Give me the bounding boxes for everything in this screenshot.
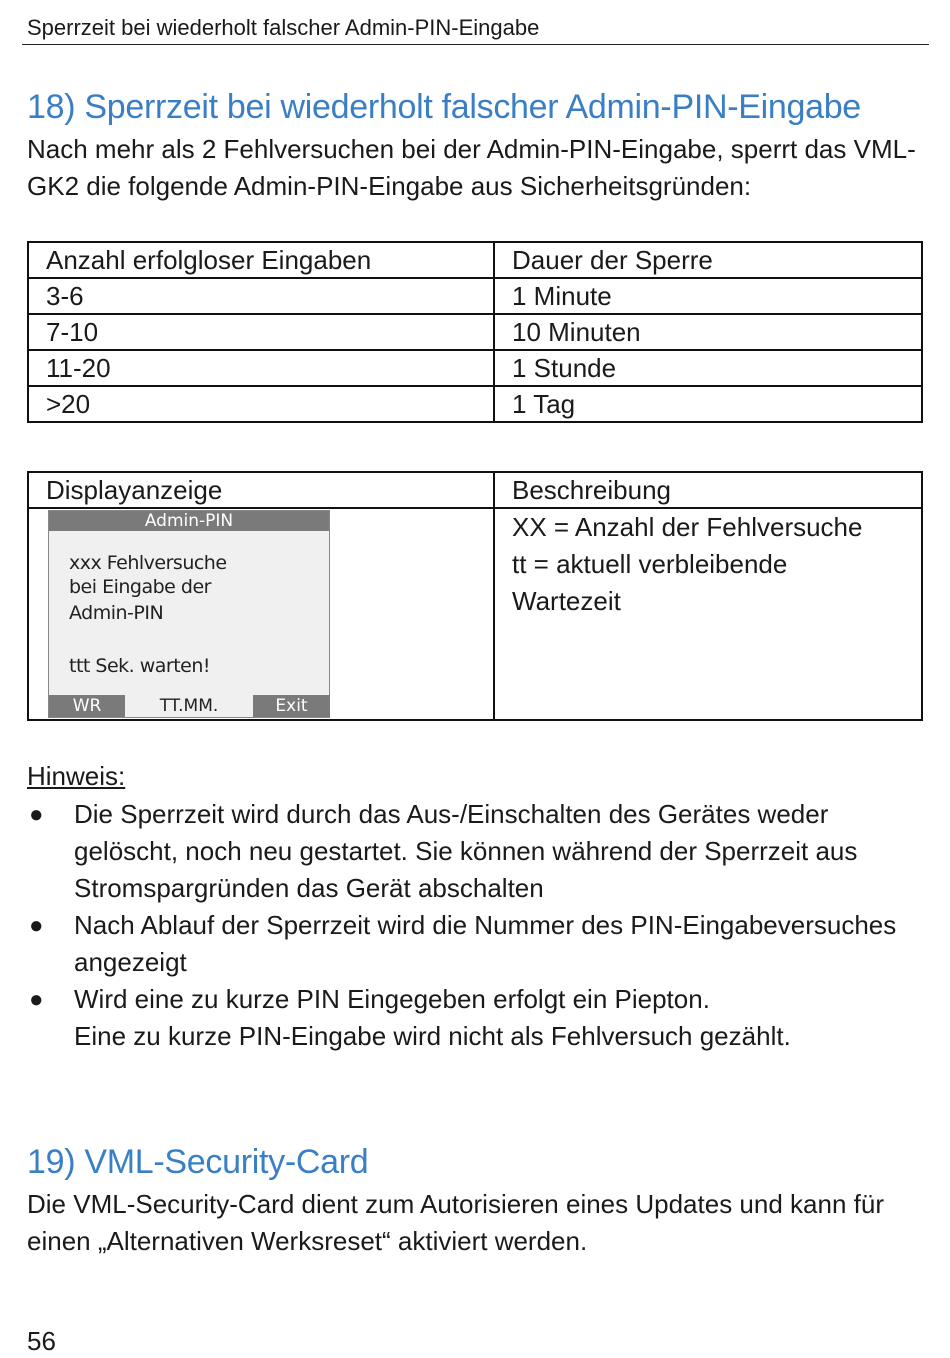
description-line: tt = aktuell verbleibende — [512, 549, 788, 579]
description-cell — [494, 508, 922, 720]
header-display: Displayanzeige — [28, 472, 494, 508]
duration-cell: 1 Stunde — [494, 350, 922, 386]
running-header: Sperrzeit bei wiederholt falscher Admin-PIN-Eingabe — [27, 15, 540, 40]
description-line: Wartezeit — [512, 586, 621, 616]
table-row — [28, 278, 922, 314]
header-attempts: Anzahl erfolgloser Eingaben — [28, 242, 494, 278]
bullet-dot-icon: ● — [29, 986, 44, 1013]
table-row — [28, 386, 922, 422]
hint-label: Hinweis: — [27, 761, 126, 791]
display-description-table — [27, 471, 923, 721]
lcd-title: Admin-PIN — [49, 511, 329, 531]
duration-cell: 1 Minute — [494, 278, 922, 314]
table-header-row — [28, 472, 922, 508]
section-19-title: 19) VML-Security-Card — [27, 1143, 369, 1181]
duration-cell: 10 Minuten — [494, 314, 922, 350]
list-item — [27, 981, 927, 1055]
header-duration: Dauer der Sperre — [494, 242, 922, 278]
section-18-title: 18) Sperrzeit bei wiederholt falscher Admin-PIN-Eingabe — [27, 88, 861, 126]
attempts-cell: 7-10 — [28, 314, 494, 350]
section-19-intro: Die VML-Security-Card dient zum Autorisieren eines Updates und kann für einen „Alternativen Werksreset“ aktiviert werden. — [27, 1189, 884, 1256]
hint-text-continuation: Eine zu kurze PIN-Eingabe wird nicht als Fehlversuch gezählt. — [74, 1021, 791, 1051]
table-row — [28, 350, 922, 386]
bullet-dot-icon: ● — [29, 801, 44, 828]
softkey-date: TT.MM. — [125, 695, 253, 717]
hint-list — [27, 796, 927, 1055]
description-line: XX = Anzahl der Fehlversuche — [512, 512, 863, 542]
bullet-dot-icon: ● — [29, 912, 44, 939]
hint-text: Die Sperrzeit wird durch das Aus-/Einschalten des Gerätes weder gelöscht, noch neu gestartet. Sie können während der Sperrzeit aus Stromspargründen das Gerät abschalten — [74, 799, 858, 903]
header-description: Beschreibung — [494, 472, 922, 508]
lcd-softkey-bar — [49, 695, 329, 717]
attempts-cell: 11-20 — [28, 350, 494, 386]
softkey-exit: Exit — [253, 695, 330, 717]
hint-text: Nach Ablauf der Sperrzeit wird die Nummer des PIN-Eingabeversuches angezeigt — [74, 910, 897, 977]
lcd-line: Admin-PIN — [69, 602, 164, 624]
page-number: 56 — [27, 1326, 56, 1356]
list-item — [27, 796, 927, 907]
table-row — [28, 314, 922, 350]
softkey-wr: WR — [49, 695, 125, 717]
attempts-cell: >20 — [28, 386, 494, 422]
duration-cell: 1 Tag — [494, 386, 922, 422]
attempts-cell: 3-6 — [28, 278, 494, 314]
list-item — [27, 907, 927, 981]
table-header-row — [28, 242, 922, 278]
lock-duration-table — [27, 241, 923, 423]
lcd-line: bei Eingabe der — [69, 576, 211, 598]
section-18-intro: Nach mehr als 2 Fehlversuchen bei der Admin-PIN-Eingabe, sperrt das VML-GK2 die folgende Admin-PIN-Eingabe aus Sicherheitsgründen: — [27, 134, 916, 201]
header-rule — [22, 44, 929, 45]
lcd-line: ttt Sek. warten! — [69, 655, 211, 677]
table-row — [28, 508, 922, 720]
display-cell — [28, 508, 494, 720]
lcd-screenshot — [48, 510, 330, 718]
lcd-line: xxx Fehlversuche — [69, 552, 227, 574]
hint-text: Wird eine zu kurze PIN Eingegeben erfolgt ein Piepton. — [74, 984, 710, 1014]
